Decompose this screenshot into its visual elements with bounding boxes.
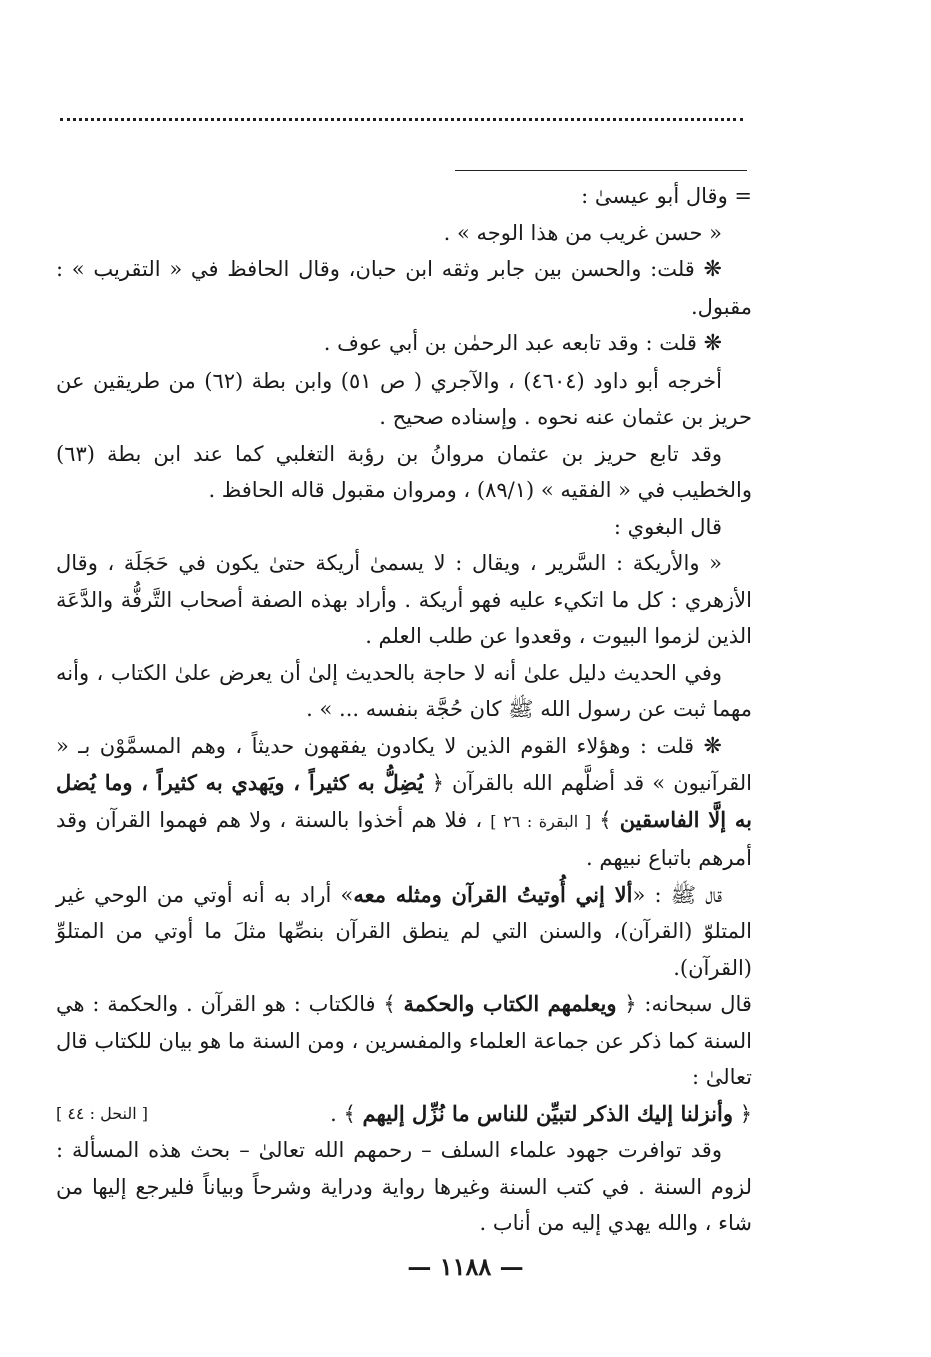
ayah-line: [56, 1096, 752, 1133]
quran-verse: يُضِلُّ به كثيراً ، ويَهدي به كثيراً ، وما يُضل به إلَّا الفاسقين: [56, 770, 752, 832]
paragraph-akhrajahu: أخرجه أبو داود (٤٦٠٤) ، والآجري ( ص ٥١) وابن بطة (٦٢) من طريقين عن حريز بن عثمان عنه نحوه . وإسناده صحيح .: [56, 368, 752, 429]
verse-reference: [ النحل : ٤٤ ]: [56, 1103, 148, 1123]
dotted-separator: [60, 118, 743, 121]
paragraph-qal-baghawi: قال البغوي :: [613, 514, 722, 539]
page-number: — ١١٨٨ —: [407, 1252, 524, 1281]
paragraph-arika: « والأريكة : السَّرير ، ويقال : لا يسمىٰ أريكة حتىٰ يكون في حَجَلَة ، وقال الأزهري : كل ما اتكيء عليه فهو أريكة . وأراد بهذه الصفة أصحاب التَّرفُّة والدَّعَة الذين لزموا البيوت ، وقعدوا عن طلب العلم .: [56, 551, 752, 648]
paragraph-hadith-dalil: وفي الحديث دليل علىٰ أنه لا حاجة بالحديث إلىٰ أن يعرض علىٰ الكتاب ، وأنه مهما ثبت عن رسول الله ﷺ كان حُجَّة بنفسه ... » .: [56, 660, 752, 721]
quran-verse: وأنزلنا إليك الذكر لتبيِّن للناس ما نُزِّل إليهم: [362, 1100, 733, 1126]
paragraph-qala-subhanahu: قال سبحانه: ﴿ ويعلمهم الكتاب والحكمة ﴾ فالكتاب : هو القرآن . والحكمة : هي السنة كما ذكر عن جماعة العلماء والمفسرين ، ومن السنة ما هو بيان للكتاب قال تعالىٰ :: [56, 991, 752, 1089]
paragraph-quraniyyun: ❋ قلت : وهؤلاء القوم الذين لا يكادون يفقهون حديثاً ، وهم المسمَّوْن بـ « القرآنيون » قد أضلَّهم الله بالقرآن ﴿ يُضِلُّ به كثيراً ، ويَهدي به كثيراً ، وما يُضل به إلَّا الفاسقين ﴾ [ البقرة : ٢٦ ] ، فلا هم أخذوا بالسنة ، ولا هم فهموا القرآن وقد أمرهم باتباع نبيهم .: [56, 733, 752, 870]
footnote-rule: [455, 170, 747, 171]
paragraph-tawafarat: وقد توافرت جهود علماء السلف – رحمهم الله تعالىٰ – بحث هذه المسألة : لزوم السنة . في كتب السنة وغيرها رواية ودراية وشرحاً وبياناً فليرجع إليها من شاء ، والله يهدي إليه من أناب .: [56, 1138, 752, 1235]
paragraph-qult-hasan: ❋ قلت: والحسن بين جابر وثقه ابن حبان، وقال الحافظ في « التقريب » : مقبول.: [56, 257, 752, 319]
quran-verse: ويعلمهم الكتاب والحكمة: [403, 991, 617, 1016]
hadith-quote: ألا إني أُوتيتُ القرآن ومثله معه: [353, 881, 633, 907]
paragraph-abu-isa: = وقال أبو عيسىٰ :: [581, 184, 752, 208]
star-icon: ❋: [703, 733, 722, 759]
footnote-text: [56, 178, 752, 1242]
paragraph-hasan-gharib: « حسن غريب من هذا الوجه » .: [443, 220, 722, 245]
star-icon: ❋: [703, 331, 722, 356]
paragraph-tabaa-hariz: وقد تابع حريز بن عثمان مروانُ بن رؤبة التغلبي كما عند ابن بطة (٦٣) والخطيب في « الفقيه » (٨٩/١) ، ومروان مقبول قاله الحافظ .: [56, 441, 752, 502]
ayah-text: ﴿ وأنزلنا إليك الذكر لتبيِّن للناس ما نُزِّل إليهم ﴾ .: [330, 1100, 752, 1126]
paragraph-qult-tabaahu: ❋ قلت : وقد تابعه عبد الرحمٰن بن أبي عوف .: [323, 331, 722, 356]
paragraph-qala-nabi: قال ﷺ : «ألا إني أُوتيتُ القرآن ومثله معه» أراد به أنه أوتي من الوحي غير المتلوّ (القرآن)، والسنن التي لم ينطق القرآن بنصِّها مثلَ ما أوتي من المتلوِّ (القرآن).: [56, 881, 752, 980]
star-icon: ❋: [703, 257, 722, 282]
verse-reference: [ البقرة : ٢٦ ]: [490, 811, 592, 831]
